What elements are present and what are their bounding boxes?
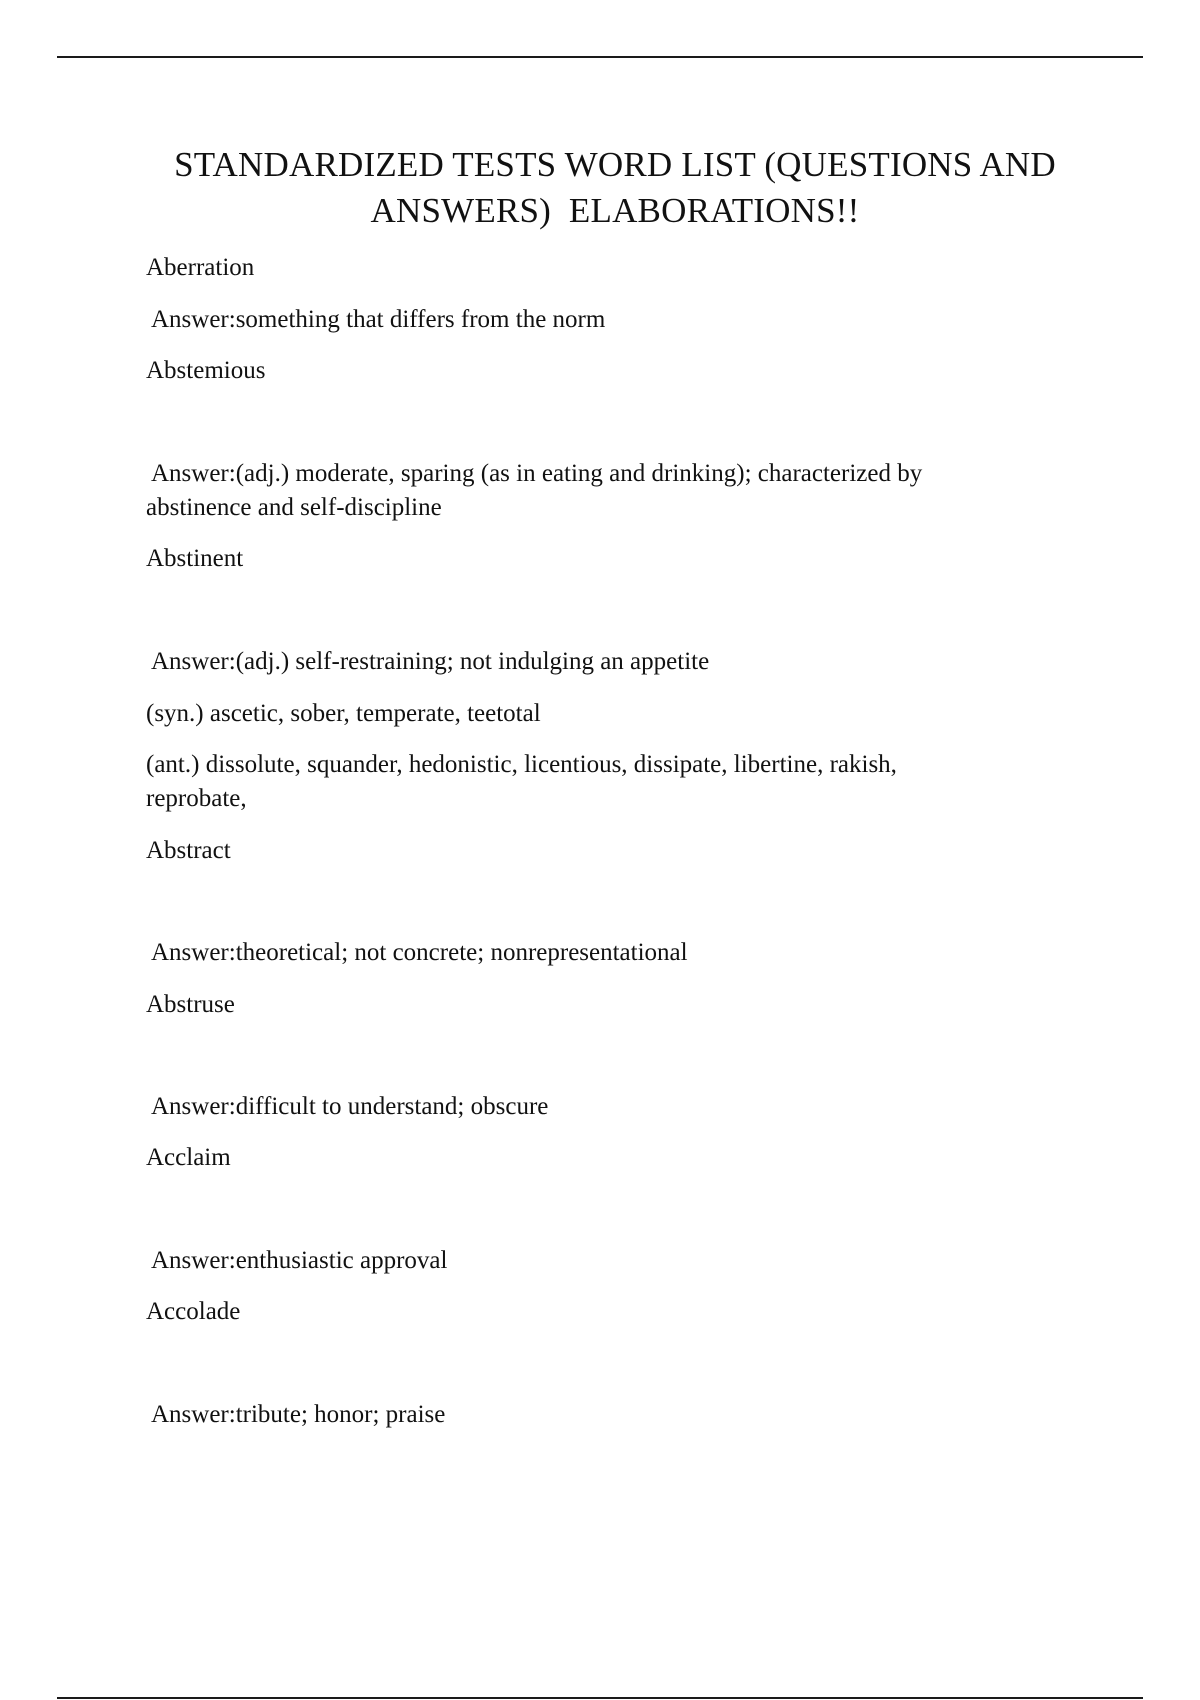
term-abstruse: Abstruse — [146, 991, 235, 1018]
answer-abstract: Answer:theoretical; not concrete; nonrepresentational — [151, 939, 688, 966]
answer-acclaim: Answer:enthusiastic approval — [151, 1247, 448, 1274]
antonyms-abstinent-continued: reprobate, — [146, 785, 247, 812]
answer-abstemious: Answer:(adj.) moderate, sparing (as in eating and drinking); characterized by — [151, 460, 923, 487]
term-abstract: Abstract — [146, 837, 231, 864]
title-line-2: ANSWERS) ELABORATIONS!! — [370, 191, 860, 230]
answer-abstinent: Answer:(adj.) self-restraining; not indulging an appetite — [151, 648, 710, 675]
page-title — [120, 142, 1110, 234]
answer-abstruse: Answer:difficult to understand; obscure — [151, 1093, 549, 1120]
answer-abstemious-continued: abstinence and self-discipline — [146, 494, 442, 521]
term-acclaim: Acclaim — [146, 1144, 231, 1171]
term-abstemious: Abstemious — [146, 357, 266, 384]
term-aberration: Aberration — [146, 254, 255, 281]
header-rule — [57, 56, 1143, 58]
footer-rule — [57, 1697, 1143, 1699]
term-abstinent: Abstinent — [146, 545, 244, 572]
antonyms-abstinent: (ant.) dissolute, squander, hedonistic, licentious, dissipate, libertine, rakish, — [146, 751, 897, 778]
synonyms-abstinent: (syn.) ascetic, sober, temperate, teetotal — [146, 700, 541, 727]
term-accolade: Accolade — [146, 1298, 241, 1325]
answer-accolade: Answer:tribute; honor; praise — [151, 1401, 446, 1428]
answer-aberration: Answer:something that differs from the norm — [151, 306, 606, 333]
title-line-1: STANDARDIZED TESTS WORD LIST (QUESTIONS AND — [174, 145, 1056, 184]
